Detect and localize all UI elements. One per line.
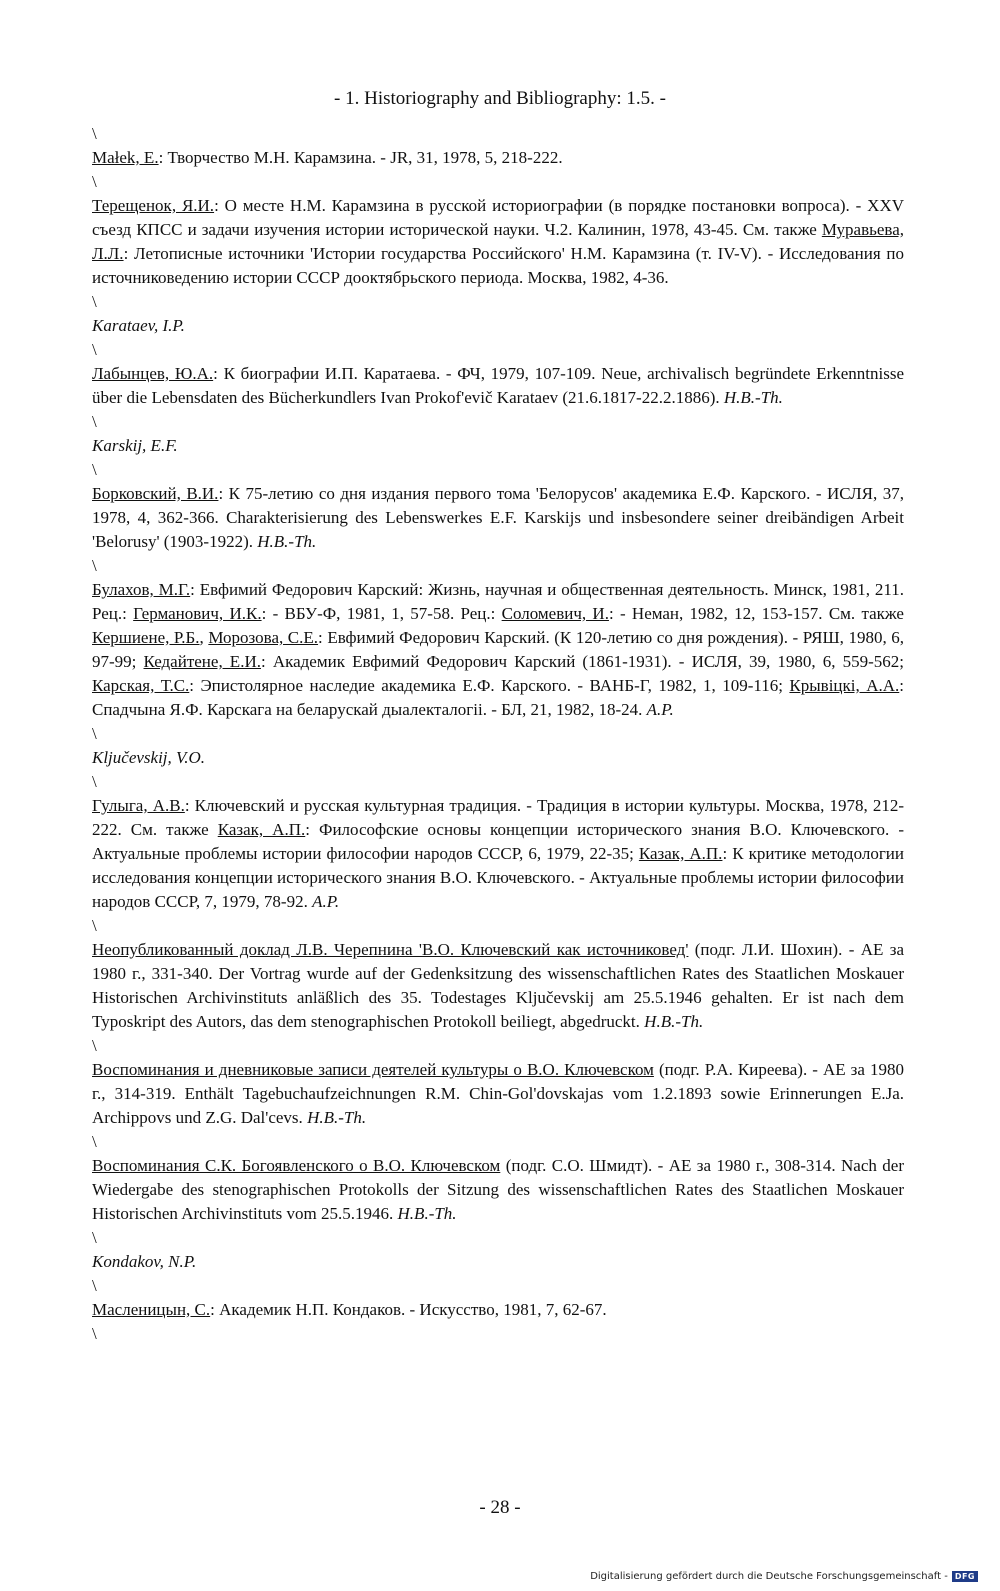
entry-text: : Академик Н.П. Кондаков. - Искусство, 1981, 7, 62-67.: [210, 1300, 607, 1319]
entry-text: : К 75-летию со дня издания первого тома 'Белорусов' академика Е.Ф. Карского. - ИСЛЯ, 37, 1978, 4, 362-366. Charakterisierung des Lebenswerkes E.F. Karskijs und insbesondere seiner dreibändigen Arbeit 'Belorusy' (1903-1922).: [92, 484, 905, 551]
separator-mark: \: [92, 1324, 97, 1343]
author-name: Морозова, С.Е.: [208, 628, 319, 647]
author-name: Неопубликованный доклад Л.В. Черепнина 'В.О. Ключевский как источниковед': [92, 940, 689, 959]
page-number: - 28 -: [479, 1497, 521, 1518]
entry-text: : - Неман, 1982, 12, 153-157. См. также: [608, 604, 904, 623]
author-name: Лабынцев, Ю.А.: [92, 364, 214, 383]
entry-text: : - ВБУ-Ф, 1981, 1, 57-58. Рец.:: [261, 604, 502, 623]
entry-text: : Евфимий Федорович Карский. (К 120-летию со дня рождения). - РЯШ, 1980, 6, 97-99;: [92, 628, 905, 671]
entry-text: : К критике методологии исследования концепции исторического знания В.О. Ключевского. - Актуальные проблемы истории философии народов СССР, 7, 1979, 78-92.: [92, 844, 905, 911]
bibliography-content: [92, 122, 904, 1346]
reviewer-initials: H.B.-Th.: [307, 1108, 367, 1127]
separator-mark: \: [92, 724, 97, 743]
author-name: Казак, А.П.: [217, 820, 306, 839]
author-name: Булахов, М.Г.: [92, 580, 191, 599]
entry-text: : Спадчына Я.Ф. Карскага на беларускай дыалекталогіі. - БЛ, 21, 1982, 18-24.: [92, 676, 904, 719]
author-name: Казак, А.П.: [638, 844, 723, 863]
author-name: Гулыга, А.В.: [92, 796, 185, 815]
entry-text: : Летописные источники 'Истории государства Российского' Н.М. Карамзина (т. IV-V). - Исследования по источниковедению истории СССР доoктябрьского периода. Москва, 1982, 4-36.: [92, 244, 904, 287]
author-name: Воспоминания С.К. Богоявленского о В.О. Ключевском: [92, 1156, 501, 1175]
bibliography-entry: [92, 482, 904, 554]
footer: [590, 1571, 978, 1582]
entry-text: : Философские основы концепции исторического знания В.О. Ключевского. - Актуальные проблемы истории философии народов СССР, 6, 1979, 22-35;: [92, 820, 905, 863]
entry-separator: [92, 410, 904, 434]
entry-separator: [92, 290, 904, 314]
separator-mark: \: [92, 1276, 97, 1295]
dfg-logo: DFG: [952, 1571, 978, 1582]
separator-mark: \: [92, 292, 97, 311]
entry-separator: [92, 1274, 904, 1298]
bibliography-entry: [92, 1058, 904, 1130]
person-heading: Kondakov, N.P.: [92, 1252, 197, 1271]
bibliography-entry: [92, 362, 904, 410]
reviewer-initials: H.B.-Th.: [723, 388, 783, 407]
bibliography-entry: [92, 1298, 904, 1322]
entry-text: : Ключевский и русская культурная традиция. - Традиция в истории культуры. Москва, 1978, 212-222. См. также: [92, 796, 904, 839]
separator-mark: \: [92, 172, 97, 191]
person-heading: Karskij, E.F.: [92, 436, 178, 455]
author-name: Соломевич, И.: [501, 604, 609, 623]
author-name: Борковский, В.И.: [92, 484, 219, 503]
entry-separator: [92, 1322, 904, 1346]
separator-mark: \: [92, 916, 97, 935]
entry-separator: [92, 1226, 904, 1250]
entry-separator: [92, 554, 904, 578]
author-name: Кершиене, Р.Б.: [92, 628, 200, 647]
separator-mark: \: [92, 1036, 97, 1055]
bibliography-entry: [92, 146, 904, 170]
separator-mark: \: [92, 460, 97, 479]
entry-text: ,: [199, 628, 209, 647]
entry-separator: [92, 122, 904, 146]
author-name: Масленицын, С.: [92, 1300, 211, 1319]
entry-separator: [92, 722, 904, 746]
separator-mark: \: [92, 772, 97, 791]
reviewer-initials: A.P.: [312, 892, 340, 911]
reviewer-initials: H.B.-Th.: [257, 532, 317, 551]
entry-separator: [92, 458, 904, 482]
entry-text: (подг. Л.И. Шохин). - АЕ за 1980 г., 331-340. Der Vortrag wurde auf der Gedenksitzung des wissenschaftlichen Rates des Staatlichen Moskauer Historischen Archivinstituts anläßlich des 35. Todestages Ključevskij am 25.5.1946 gehalten. Er ist nach dem Typoskript des Autors, das dem stenographischen Protokoll beiliegt, abgedruckt.: [92, 940, 905, 1031]
person-heading: Karataev, I.P.: [92, 316, 185, 335]
separator-mark: \: [92, 1228, 97, 1247]
entry-text: : Творчество М.Н. Карамзина. - JR, 31, 1978, 5, 218-222.: [158, 148, 563, 167]
reviewer-initials: H.B.-Th.: [644, 1012, 704, 1031]
person-heading: Ključevskij, V.O.: [92, 748, 205, 767]
separator-mark: \: [92, 412, 97, 431]
bibliography-entry: [92, 794, 904, 914]
entry-text: : Эпистолярное наследие академика Е.Ф. Карского. - ВАНБ-Г, 1982, 1, 109-116;: [189, 676, 790, 695]
author-name: Кедайтене, Е.И.: [143, 652, 261, 671]
author-name: Карская, Т.С.: [92, 676, 190, 695]
bibliography-entry: [92, 1154, 904, 1226]
author-name: Германович, И.К.: [133, 604, 262, 623]
author-name: Воспоминания и дневниковые записи деятелей культуры о В.О. Ключевском: [92, 1060, 654, 1079]
separator-mark: \: [92, 1132, 97, 1151]
author-name: Крывіцкі, А.А.: [789, 676, 900, 695]
entry-separator: [92, 170, 904, 194]
separator-mark: \: [92, 340, 97, 359]
entry-text: : К биографии И.П. Каратаева. - ФЧ, 1979, 107-109. Neue, archivalisch begründete Erkenntnisse über die Lebensdaten des Bücherkundlers Ivan Prokof'evič Karataev (21.6.1817-22.2.1886).: [92, 364, 904, 407]
author-name: Терещенок, Я.И.: [92, 196, 215, 215]
entry-text: : О месте Н.М. Карамзина в русской историографии (в порядке постановки вопроса). - XXV съезд КПСС и задачи изучения истории исторической науки. Ч.2. Калинин, 1978, 43-45. См. также: [92, 196, 904, 239]
entry-text: (подг. С.О. Шмидт). - АЕ за 1980 г., 308-314. Nach der Wiedergabe des stenographischen Protokolls der Sitzung des wissenschaftlichen Rates des Staatlichen Moskauer Historischen Archivinstituts vom 25.5.1946.: [92, 1156, 904, 1223]
separator-mark: \: [92, 556, 97, 575]
entry-separator: [92, 914, 904, 938]
author-name: Małek, E.: [92, 148, 159, 167]
author-name: Муравьева, Л.Л.: [92, 220, 904, 263]
reviewer-initials: H.B.-Th.: [397, 1204, 457, 1223]
bibliography-entry: [92, 938, 904, 1034]
entry-separator: [92, 1130, 904, 1154]
entry-text: (подг. Р.А. Киреева). - АЕ за 1980 г., 314-319. Enthält Tagebuchaufzeichnungen R.M. Chin-Gol'dovskajas vom 1.2.1893 sowie Erinnerungen E.Ja. Archippovs und Z.G. Dal'cevs.: [92, 1060, 904, 1127]
entry-separator: [92, 770, 904, 794]
bibliography-entry: [92, 578, 904, 722]
separator-mark: \: [92, 124, 97, 143]
reviewer-initials: A.P.: [646, 700, 674, 719]
entry-separator: [92, 338, 904, 362]
bibliography-entry: [92, 194, 904, 290]
entry-separator: [92, 1034, 904, 1058]
entry-text: : Академик Евфимий Федорович Карский (1861-1931). - ИСЛЯ, 39, 1980, 6, 559-562;: [260, 652, 905, 671]
entry-text: : Евфимий Федорович Карский: Жизнь, научная и общественная деятельность. Минск, 1981, 211. Рец.:: [92, 580, 904, 623]
footer-text: Digitalisierung gefördert durch die Deutsche Forschungsgemeinschaft -: [590, 1571, 948, 1582]
page-header: - 1. Historiography and Bibliography: 1.5. -: [334, 88, 666, 109]
